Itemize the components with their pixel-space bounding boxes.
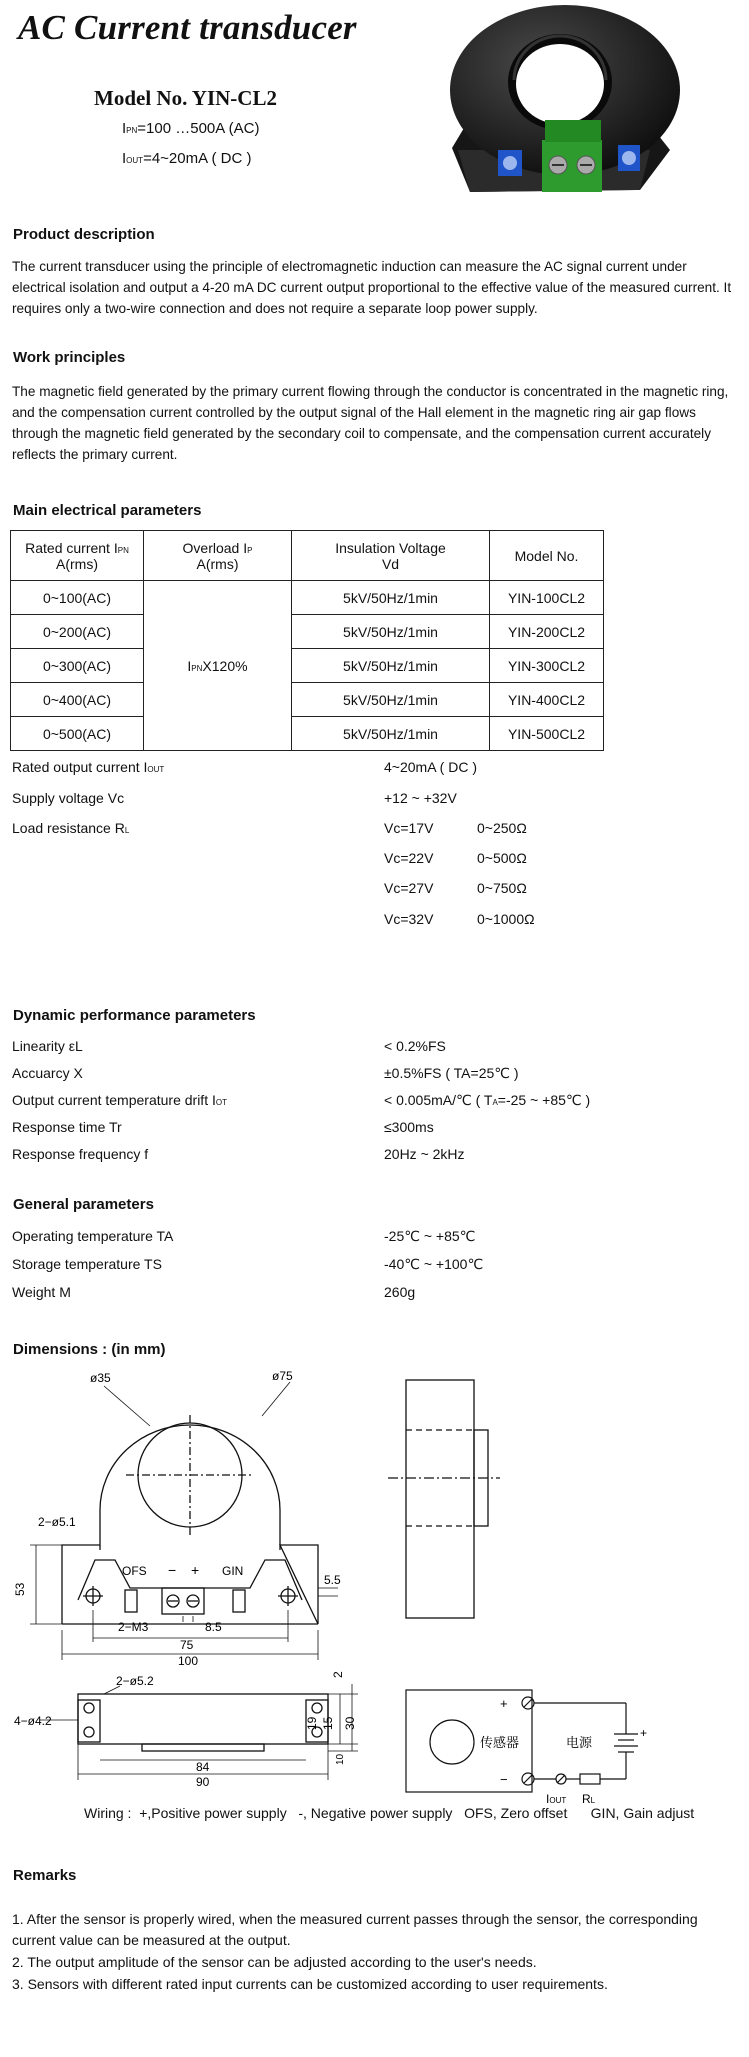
load-r-1: 0~250Ω <box>477 820 527 836</box>
dim-84: 84 <box>196 1760 210 1774</box>
table-row: 0~100(AC) IPNX120% 5kV/50Hz/1min YIN-100CL2 <box>11 581 604 615</box>
dim-2: 2 <box>331 1671 345 1678</box>
drift-value: < 0.005mA/℃ ( TA=-25 ~ +85℃ ) <box>384 1092 591 1108</box>
dim-30: 30 <box>343 1716 357 1730</box>
model-number: Model No. YIN-CL2 <box>94 86 277 110</box>
remark-1: 1. After the sensor is properly wired, when the measured current passes through the sensor, the corresponding current value can be measured at the output. <box>12 1911 698 1948</box>
op-temp-label: Operating temperature TA <box>12 1228 174 1244</box>
accuracy-value: ±0.5%FS ( TA=25℃ ) <box>384 1065 519 1081</box>
table-row: 0~300(AC) 5kV/50Hz/1min YIN-300CL2 <box>11 649 604 683</box>
dim-d35: ø35 <box>90 1371 111 1385</box>
dim-hole: 2−ø5.1 <box>38 1515 76 1529</box>
front-view-drawing <box>30 1382 338 1660</box>
rated-output-value: 4~20mA ( DC ) <box>384 759 477 775</box>
label-plus: + <box>191 1562 200 1578</box>
dim-hole2: 2−ø5.2 <box>116 1674 154 1688</box>
label-ofs: OFS <box>122 1564 147 1578</box>
dim-hole3: 4−ø4.2 <box>14 1714 52 1728</box>
response-time-label: Response time Tr <box>12 1119 122 1135</box>
rated-output-label: Rated output current IOUT <box>12 759 165 775</box>
circuit-plus: + <box>500 1696 508 1711</box>
sensor-label: 传感器 <box>480 1735 520 1750</box>
remarks-heading: Remarks <box>13 1867 77 1884</box>
col-rated-header: Rated current IPN A(rms) <box>11 531 144 581</box>
iout-spec: IOUT=4~20mA ( DC ) <box>122 150 252 167</box>
linearity-label: Linearity εL <box>12 1038 83 1054</box>
dim-75: 75 <box>180 1638 194 1652</box>
col-model-header: Model No. <box>490 531 604 581</box>
table-row: 0~400(AC) 5kV/50Hz/1min YIN-400CL2 <box>11 683 604 717</box>
load-r-3: 0~750Ω <box>477 880 527 896</box>
load-vc-3: Vc=27V <box>384 880 434 896</box>
dim-d75: ø75 <box>272 1369 293 1383</box>
dim-15: 15 <box>321 1716 335 1730</box>
dimensions-heading: Dimensions : (in mm) <box>13 1341 166 1358</box>
product-description-text: The current transducer using the principle of electromagnetic induction can measure the AC signal current under electrical isolation and output a 4-20 mA DC current output proportional to the effective value of the measured current. It requires only a two-wire connection and does not require a separate loop power supply. <box>12 259 732 316</box>
response-frequency-value: 20Hz ~ 2kHz <box>384 1146 465 1162</box>
dimension-drawings <box>0 1360 749 1820</box>
label-gin: GIN <box>222 1564 244 1578</box>
circuit-diagram <box>406 1690 638 1792</box>
dim-90: 90 <box>196 1775 210 1789</box>
wiring-legend: Wiring : +,Positive power supply -, Negative power supply OFS, Zero offset GIN, Gain adjust <box>84 1805 695 1821</box>
drift-label: Output current temperature drift IOT <box>12 1092 227 1108</box>
general-heading: General parameters <box>13 1196 154 1213</box>
main-params-heading: Main electrical parameters <box>13 502 202 519</box>
power-label: 电源 <box>566 1735 593 1750</box>
weight-value: 260g <box>384 1284 416 1300</box>
overload-value: IPNX120% <box>144 581 292 751</box>
table-row: 0~200(AC) 5kV/50Hz/1min YIN-200CL2 <box>11 615 604 649</box>
load-resistance-label: Load resistance RL <box>12 820 130 836</box>
table-header-row <box>11 531 604 581</box>
response-time-value: ≤300ms <box>384 1119 434 1135</box>
label-minus: − <box>168 1562 177 1578</box>
accuracy-label: Accuarcy X <box>12 1065 83 1081</box>
supply-voltage-value: +12 ~ +32V <box>384 790 457 806</box>
load-vc-2: Vc=22V <box>384 850 434 866</box>
remark-2: 2. The output amplitude of the sensor can be adjusted according to the user's needs. <box>12 1954 537 1970</box>
storage-temp-label: Storage temperature TS <box>12 1256 162 1272</box>
remark-3: 3. Sensors with different rated input currents can be customized according to user requirements. <box>12 1976 608 1992</box>
col-overload-header: Overload IP A(rms) <box>144 531 292 581</box>
load-vc-1: Vc=17V <box>384 820 434 836</box>
dim-100: 100 <box>178 1654 199 1668</box>
rl-label: RL <box>582 1792 596 1806</box>
side-view-drawing <box>388 1380 500 1618</box>
linearity-value: < 0.2%FS <box>384 1038 446 1054</box>
load-r-4: 0~1000Ω <box>477 911 535 927</box>
dim-53: 53 <box>13 1582 27 1596</box>
ipn-spec: IPN=100 …500A (AC) <box>122 120 260 137</box>
load-r-2: 0~500Ω <box>477 850 527 866</box>
response-frequency-label: Response frequency f <box>12 1146 149 1162</box>
product-photo <box>440 0 745 200</box>
dynamic-heading: Dynamic performance parameters <box>13 1007 256 1024</box>
supply-voltage-label: Supply voltage Vc <box>12 790 125 806</box>
iout-label: IOUT <box>546 1792 567 1806</box>
table-row: 0~500(AC) 5kV/50Hz/1min YIN-500CL2 <box>11 717 604 751</box>
work-principles-heading: Work principles <box>13 349 126 366</box>
storage-temp-value: -40℃ ~ +100℃ <box>384 1256 484 1272</box>
dim-19: 19 <box>305 1716 319 1730</box>
weight-label: Weight M <box>12 1284 71 1300</box>
dim-10: 10 <box>335 1753 346 1765</box>
product-description-heading: Product description <box>13 226 155 243</box>
circuit-minus: − <box>500 1772 508 1787</box>
page-title: AC Current transducer <box>18 8 357 47</box>
load-vc-4: Vc=32V <box>384 911 434 927</box>
dim-8-5: 8.5 <box>205 1620 222 1634</box>
dim-5-5: 5.5 <box>324 1573 341 1587</box>
battery-plus: + <box>640 1726 648 1740</box>
work-principles-text: The magnetic field generated by the primary current flowing through the conductor is concentrated in the magnetic ring, and the compensation current controlled by the output signal of the Hall element in the magnetic ring air gap flows through the magnetic field generated by the secondary coil to compensate, and the compensation current accurately reflects the primary current. <box>12 384 729 462</box>
op-temp-value: -25℃ ~ +85℃ <box>384 1228 476 1244</box>
params-table <box>10 530 604 751</box>
dim-m3: 2−M3 <box>118 1620 149 1634</box>
col-insulation-header: Insulation Voltage Vd <box>292 531 490 581</box>
